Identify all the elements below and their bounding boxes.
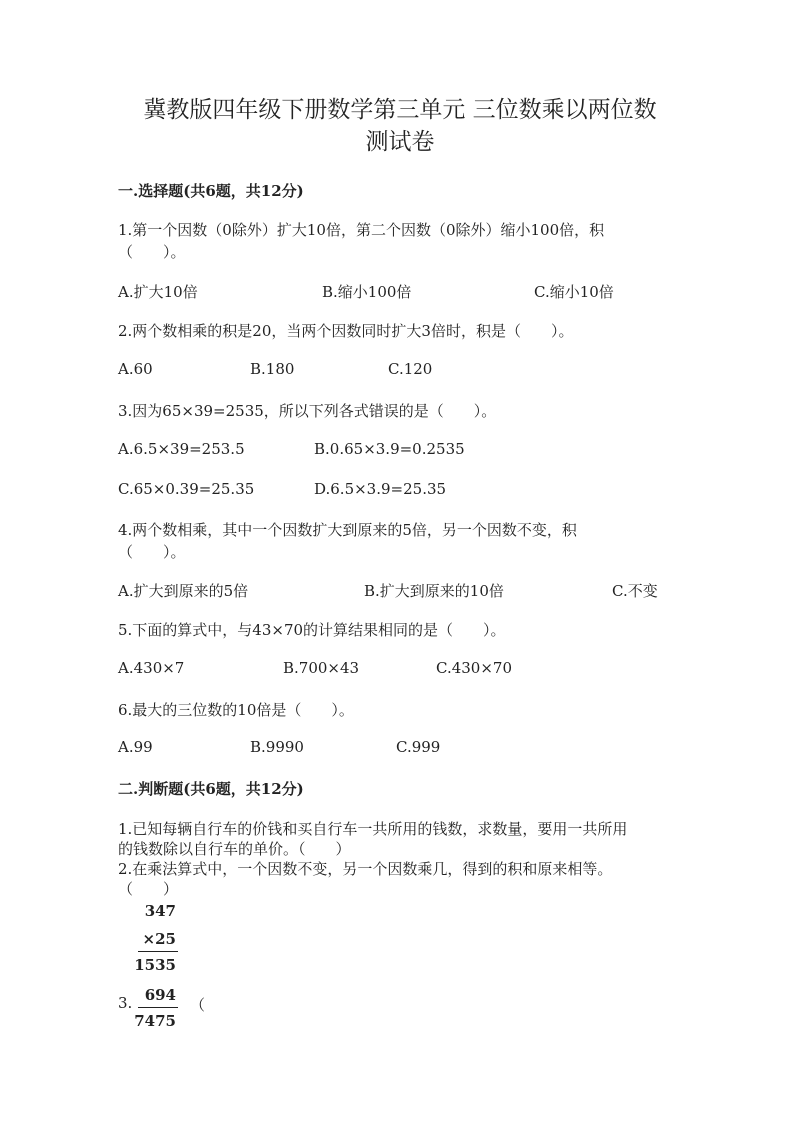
calc-product: 7475: [134, 1012, 176, 1030]
question-2-option-b: B.180: [250, 360, 295, 378]
question-4-option-a: A.扩大到原来的5倍: [118, 582, 249, 600]
question-2-option-a: A.60: [118, 360, 153, 378]
question-1-option-a: A.扩大10倍: [118, 283, 198, 301]
question-4-text: 4.两个数相乘，其中一个因数扩大到原来的5倍，另一个因数不变，积: [118, 521, 577, 539]
question-3-text: 3.因为65×39=2535，所以下列各式错误的是（ ）。: [118, 402, 497, 420]
judgment-1-text-cont: 的钱数除以自行车的单价。（ ）: [118, 840, 351, 858]
calc-multiplier: ×25: [142, 930, 176, 948]
question-1-option-b: B.缩小100倍: [322, 283, 412, 301]
question-5-text: 5.下面的算式中，与43×70的计算结果相同的是（ ）。: [118, 621, 506, 639]
calc-multiplicand: 347: [144, 902, 176, 920]
question-5-option-a: A.430×7: [118, 659, 185, 677]
section-heading-choice: 一.选择题(共6题，共12分): [118, 182, 304, 200]
question-4-option-b: B.扩大到原来的10倍: [364, 582, 504, 600]
judgment-2-text: 2.在乘法算式中，一个因数不变，另一个因数乘几，得到的积和原来相等。: [118, 860, 613, 878]
calc-rule-2: [138, 1007, 178, 1008]
judgment-3-paren: （: [190, 996, 206, 1014]
question-6-option-b: B.9990: [250, 738, 304, 756]
calc-rule-1: [138, 951, 178, 952]
question-6-option-c: C.999: [396, 738, 441, 756]
question-3-option-d: D.6.5×3.9=25.35: [314, 480, 447, 498]
question-5-option-b: B.700×43: [283, 659, 360, 677]
question-5-option-c: C.430×70: [436, 659, 512, 677]
page-title: [80, 94, 720, 158]
question-1-text: 1.第一个因数（0除外）扩大10倍，第二个因数（0除外）缩小100倍，积: [118, 221, 605, 239]
title-line-2: 测试卷: [365, 129, 435, 155]
title-line-1: 冀教版四年级下册数学第三单元 三位数乘以两位数: [143, 97, 657, 123]
question-1-blank: （ ）。: [118, 243, 186, 261]
calc-partial-1: 1535: [134, 956, 176, 974]
question-4-option-c: C.不变: [612, 582, 658, 600]
question-2-text: 2.两个数相乘的积是20，当两个因数同时扩大3倍时，积是（ ）。: [118, 322, 574, 340]
question-3-option-a: A.6.5×39=253.5: [118, 440, 245, 458]
calc-partial-2: 694: [144, 986, 176, 1004]
judgment-1-text: 1.已知每辆自行车的价钱和买自行车一共所用的钱数，求数量，要用一共所用: [118, 820, 628, 838]
judgment-3-number: 3.: [118, 994, 133, 1012]
question-1-option-c: C.缩小10倍: [534, 283, 614, 301]
question-3-option-c: C.65×0.39=25.35: [118, 480, 255, 498]
question-6-text: 6.最大的三位数的10倍是（ ）。: [118, 701, 354, 719]
question-2-option-c: C.120: [388, 360, 433, 378]
question-4-blank: （ ）。: [118, 543, 186, 561]
section-heading-judgment: 二.判断题(共6题，共12分): [118, 780, 304, 798]
question-3-option-b: B.0.65×3.9=0.2535: [314, 440, 465, 458]
question-6-option-a: A.99: [118, 738, 153, 756]
judgment-2-blank: （ ）: [118, 880, 179, 898]
